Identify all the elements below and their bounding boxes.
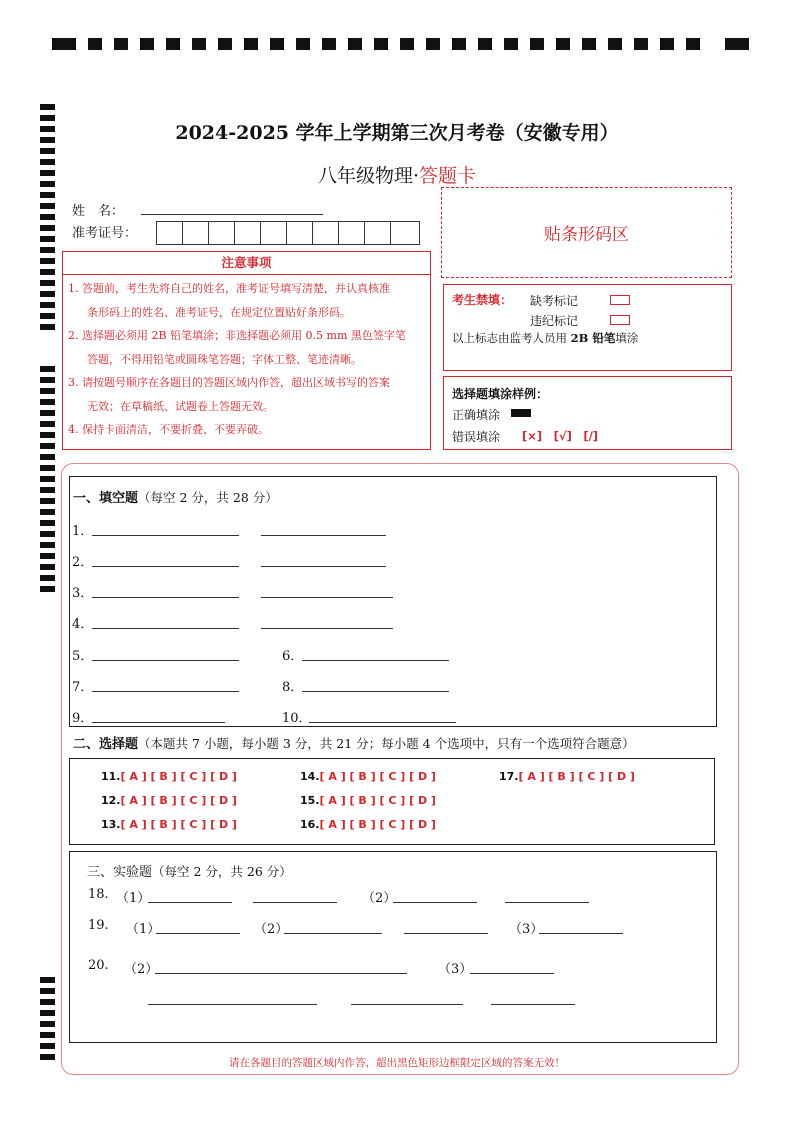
q12-choices[interactable]: [ A ] [ B ] [ C ] [ D ]	[120, 794, 237, 807]
notice-item: 4. 保持卡面清洁，不要折叠、不要弄破。	[68, 423, 269, 436]
forbid-note-post: 填涂	[615, 331, 639, 345]
absent-label: 缺考标记	[530, 294, 579, 308]
q20-blank-6[interactable]	[491, 1003, 575, 1005]
section2-note: （本题共 7 小题，每小题 3 分，共 21 分；每小题 4 个选项中，只有一个选项符合题意）	[138, 736, 635, 751]
q20-blank-3[interactable]	[470, 972, 554, 974]
q14-choices[interactable]: [ A ] [ B ] [ C ] [ D ]	[319, 770, 436, 783]
q4-blank-b[interactable]	[261, 627, 393, 629]
q16-choices[interactable]: [ A ] [ B ] [ C ] [ D ]	[319, 818, 436, 831]
q5-blank[interactable]	[92, 659, 239, 661]
q19-blank-2b[interactable]	[404, 932, 488, 934]
forbid-note-pre: 以上标志由监考人员用	[452, 331, 571, 345]
wrong-marks: [×] [√] [/]	[522, 429, 599, 443]
q20-blank-2[interactable]	[155, 972, 407, 974]
q20-part2: （2）	[124, 962, 159, 977]
q6-blank[interactable]	[302, 659, 449, 661]
q19-part3: （3）	[509, 922, 544, 937]
q8-num: 8．	[282, 680, 304, 695]
q18-part1: （1）	[116, 891, 151, 906]
q2-num: 2．	[72, 555, 94, 570]
id-label: 准考证号：	[72, 226, 138, 241]
q18-part2: （2）	[362, 891, 397, 906]
q20-blank-4[interactable]	[148, 1003, 317, 1005]
subtitle-red: 答题卡	[419, 165, 477, 187]
q2-blank-a[interactable]	[92, 565, 239, 567]
sample-title: 选择题填涂样例：	[452, 387, 549, 401]
q18-blank-2b[interactable]	[505, 901, 589, 903]
q19-blank-1[interactable]	[156, 932, 240, 934]
q19-part2: （2）	[254, 922, 289, 937]
q6-num: 6．	[282, 649, 304, 664]
forbid-label: 考生禁填：	[452, 293, 513, 307]
barcode-area-label: 贴条形码区	[544, 225, 629, 245]
q18-blank-1a[interactable]	[148, 901, 232, 903]
section1-note: （每空 2 分，共 28 分）	[138, 490, 278, 505]
notice-box	[62, 274, 431, 450]
notice-item: 3. 请按题号顺序在各题目的答题区域内作答，超出区域书写的答案	[68, 376, 390, 389]
q9-blank[interactable]	[92, 721, 225, 723]
notice-item: 答题，不得用铅笔或圆珠笔答题；字体工整、笔迹清晰。	[87, 352, 362, 366]
q11-choices[interactable]: [ A ] [ B ] [ C ] [ D ]	[120, 770, 237, 783]
q5-num: 5．	[72, 649, 94, 664]
q19-blank-2a[interactable]	[284, 932, 382, 934]
section3-title: 三、实验题	[87, 865, 153, 880]
section1-heading	[73, 487, 278, 506]
q13-options[interactable]	[101, 818, 237, 831]
q18-blank-1b[interactable]	[253, 901, 337, 903]
exam-subtitle	[0, 161, 794, 188]
subtitle-main: 八年级物理·	[317, 165, 420, 187]
q4-num: 4．	[72, 617, 94, 632]
q1-blank-b[interactable]	[261, 534, 386, 536]
q16-options[interactable]	[300, 818, 436, 831]
q10-num: 10．	[282, 711, 312, 726]
absent-mark-box[interactable]	[610, 295, 630, 305]
id-number-boxes[interactable]	[156, 221, 420, 245]
q12-num: 12.	[101, 794, 121, 807]
notice-item: 无效；在草稿纸、试题卷上答题无效。	[87, 399, 274, 413]
notice-title-box	[62, 251, 431, 275]
section3-note: （每空 2 分，共 26 分）	[152, 864, 292, 879]
notice-title: 注意事项	[221, 255, 272, 270]
q7-blank[interactable]	[92, 690, 239, 692]
violation-mark-box[interactable]	[610, 315, 630, 325]
q2-blank-b[interactable]	[261, 565, 386, 567]
q1-blank-a[interactable]	[92, 534, 239, 536]
violation-label: 违纪标记	[530, 314, 579, 328]
q13-choices[interactable]: [ A ] [ B ] [ C ] [ D ]	[120, 818, 237, 831]
q18-num: 18.	[88, 887, 109, 902]
section2-title: 二、选择题	[73, 737, 139, 752]
q9-num: 9．	[72, 711, 94, 726]
footer-warning: 请在各题目的答题区域内作答，超出黑色矩形边框限定区域的答案无效！	[229, 1057, 565, 1069]
q20-blank-5[interactable]	[351, 1003, 463, 1005]
q4-blank-a[interactable]	[92, 627, 239, 629]
q14-options[interactable]	[300, 770, 436, 783]
correct-fill-sample	[511, 409, 531, 417]
q11-num: 11.	[101, 770, 121, 783]
wrong-label: 错误填涂	[452, 430, 501, 444]
forbid-note	[452, 330, 638, 346]
forbid-note-bold: 2B 铅笔	[570, 331, 616, 345]
q18-blank-2a[interactable]	[393, 901, 477, 903]
notice-item: 条形码上的姓名、准考证号，在规定位置贴好条形码。	[87, 305, 351, 319]
sample-box	[443, 376, 732, 450]
q17-num: 17.	[499, 770, 519, 783]
q3-blank-a[interactable]	[92, 596, 239, 598]
q19-blank-3[interactable]	[539, 932, 623, 934]
barcode-area	[441, 187, 732, 278]
name-field[interactable]	[141, 214, 323, 215]
q3-num: 3．	[72, 586, 94, 601]
q13-num: 13.	[101, 818, 121, 831]
q7-num: 7．	[72, 680, 94, 695]
q8-blank[interactable]	[302, 690, 449, 692]
section3-heading	[87, 861, 292, 880]
forbid-box	[443, 284, 732, 371]
correct-label: 正确填涂	[452, 408, 501, 422]
q12-options[interactable]	[101, 794, 237, 807]
q17-options[interactable]	[499, 770, 635, 783]
exam-title: 2024-2025 学年上学期第三次月考卷（安徽专用）	[175, 122, 619, 144]
notice-item: 2. 选择题必须用 2B 铅笔填涂；非选择题必须用 0.5 mm 黑色签字笔	[68, 329, 406, 342]
q20-num: 20.	[88, 958, 109, 973]
q15-choices[interactable]: [ A ] [ B ] [ C ] [ D ]	[319, 794, 436, 807]
top-timing-marks	[52, 38, 749, 52]
q10-blank[interactable]	[309, 721, 456, 723]
q16-num: 16.	[300, 818, 320, 831]
q17-choices[interactable]: [ A ] [ B ] [ C ] [ D ]	[518, 770, 635, 783]
q15-options[interactable]	[300, 794, 436, 807]
q11-options[interactable]	[101, 770, 237, 783]
section1-title: 一、填空题	[73, 491, 139, 506]
q19-part1: （1）	[126, 922, 161, 937]
q14-num: 14.	[300, 770, 320, 783]
q19-num: 19.	[88, 918, 109, 933]
name-label: 姓 名：	[72, 204, 125, 219]
section2-heading	[73, 733, 635, 752]
q3-blank-b[interactable]	[261, 596, 393, 598]
notice-item: 1. 答题前，考生先将自己的姓名，准考证号填写清楚，并认真核准	[68, 282, 390, 295]
q1-num: 1．	[72, 524, 94, 539]
q20-part3: （3）	[438, 962, 473, 977]
q15-num: 15.	[300, 794, 320, 807]
